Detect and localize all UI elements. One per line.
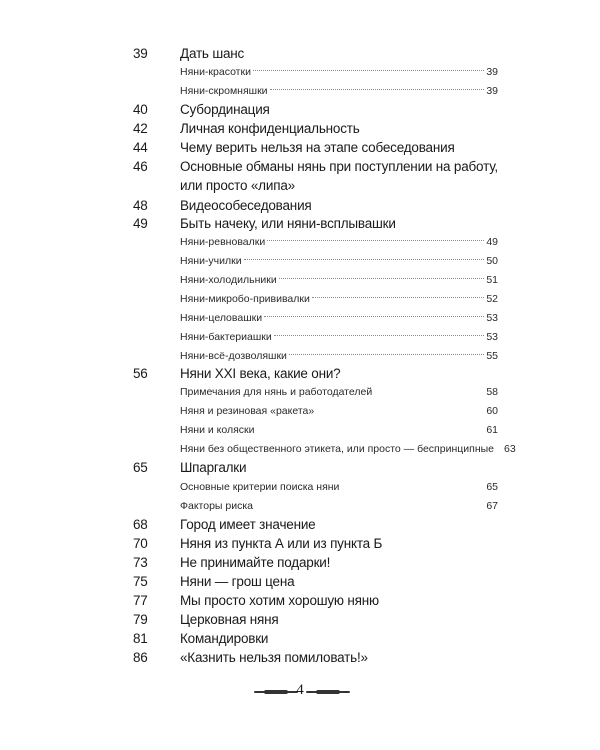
toc-entry [0, 629, 600, 649]
toc-subentry-page: 61 [486, 424, 498, 436]
toc-entry-page: 46 [133, 159, 148, 174]
toc-entry-title: Не принимайте подарки! [180, 555, 331, 570]
toc-subentry-title: Няня и резиновая «ракета» [180, 405, 315, 417]
toc-subentry-title: Факторы риска [180, 500, 253, 512]
toc-entry-title: Няня из пункта А или из пункта Б [180, 536, 383, 551]
toc-subentry-page: 63 [504, 443, 516, 455]
toc-entry-title: или просто «липа» [180, 178, 295, 193]
toc-entry [0, 553, 600, 573]
toc-entry-title: Мы просто хотим хорошую няню [180, 593, 379, 608]
toc-subentry-page: 58 [486, 386, 498, 398]
toc-entry-page: 70 [133, 536, 148, 551]
toc-subentry [180, 62, 498, 82]
toc-entry-title: Личная конфиденциальность [180, 121, 360, 136]
leader-dots [279, 278, 485, 279]
toc-subentry-title: Основные критерии поиска няни [180, 481, 340, 493]
toc-subentry-title: Няни-училки [180, 255, 242, 267]
toc-entry-page: 73 [133, 555, 148, 570]
toc-subentry-page: 65 [486, 481, 498, 493]
toc-entry-title: Дать шанс [180, 46, 245, 61]
toc-entry-page: 65 [133, 460, 148, 475]
leader-dots [289, 354, 484, 355]
toc-subentry [180, 401, 498, 421]
toc-entry [0, 515, 600, 535]
toc-subentry-page: 52 [486, 293, 498, 305]
toc-entry [0, 138, 600, 158]
toc-entry-page: 77 [133, 593, 148, 608]
leader-dots [316, 409, 484, 410]
toc-entry [0, 572, 600, 592]
toc-entry-title: Чему верить нельзя на этапе собеседования [180, 140, 455, 155]
toc-subentry [180, 439, 516, 459]
leader-dots [256, 428, 484, 429]
toc-entry-page: 75 [133, 574, 148, 589]
toc-subentry [180, 81, 498, 101]
toc-subentry-page: 67 [486, 500, 498, 512]
toc-subentry [180, 477, 498, 497]
ornament-right-icon [306, 691, 350, 693]
leader-dots [496, 447, 502, 448]
leader-dots [264, 316, 484, 317]
toc-subentry [180, 308, 498, 328]
toc-subentry-title: Няни-микробо-прививалки [180, 293, 310, 305]
toc-subentry-page: 39 [486, 66, 498, 78]
toc-entry-title: Няни XXI века, какие они? [180, 366, 341, 381]
toc-subentry-page: 49 [486, 236, 498, 248]
toc-subentry [180, 232, 498, 252]
toc-entry-title: Видеособеседования [180, 198, 312, 213]
toc-subentry-page: 55 [486, 350, 498, 362]
toc-subentry-title: Няни-целовашки [180, 312, 263, 324]
toc-entry [0, 196, 600, 216]
toc-subentry [180, 289, 498, 309]
toc-entry-title: «Казнить нельзя помиловать!» [180, 650, 368, 665]
toc-entry-title: Командировки [180, 631, 269, 646]
toc-entry-title: Няни — грош цена [180, 574, 295, 589]
toc-subentry-title: Няни-ревновалки [180, 236, 266, 248]
toc-entry [0, 100, 600, 120]
leader-dots [255, 504, 484, 505]
leader-dots [270, 89, 485, 90]
leader-dots [244, 259, 485, 260]
toc-entry-title: Основные обманы нянь при поступлении на работу, [180, 159, 498, 174]
toc-entry-title: Шпаргалки [180, 460, 247, 475]
toc-subentry-page: 51 [486, 274, 498, 286]
toc-entry [0, 364, 600, 384]
toc-entry-page: 68 [133, 517, 148, 532]
toc-entry [0, 44, 600, 64]
toc-entry-page: 49 [133, 216, 148, 231]
toc-entry-page: 86 [133, 650, 148, 665]
toc-entry-page: 81 [133, 631, 148, 646]
toc-subentry-title: Няни и коляски [180, 424, 255, 436]
leader-dots [341, 485, 484, 486]
toc-subentry [180, 496, 498, 516]
leader-dots [374, 390, 484, 391]
toc-entry [0, 157, 600, 177]
toc-subentry-title: Няни-холодильники [180, 274, 277, 286]
toc-entry [0, 458, 600, 478]
toc-entry-title: Город имеет значение [180, 517, 316, 532]
toc-entry-title: Субординация [180, 102, 270, 117]
toc-entry-title: Быть начеку, или няни-всплывашки [180, 216, 396, 231]
toc-entry-page: 40 [133, 102, 148, 117]
toc-subentry [180, 270, 498, 290]
toc-entry-page: 48 [133, 198, 148, 213]
toc-subentry-page: 39 [486, 85, 498, 97]
toc-entry-page: 42 [133, 121, 148, 136]
toc-subentry-title: Няни-красотки [180, 66, 251, 78]
toc-entry [0, 591, 600, 611]
toc-entry-continuation [0, 176, 600, 196]
toc-entry [0, 610, 600, 630]
toc-subentry-page: 50 [486, 255, 498, 267]
toc-subentry-title: Няни-всё-дозволяшки [180, 350, 287, 362]
toc-subentry-title: Примечания для нянь и работодателей [180, 386, 373, 398]
page-number: 4 [296, 682, 304, 698]
toc-subentry-page: 53 [486, 331, 498, 343]
leader-dots [312, 297, 484, 298]
toc-subentry [180, 420, 498, 440]
toc-subentry-page: 60 [486, 405, 498, 417]
toc-entry-page: 39 [133, 46, 148, 61]
toc-subentry-title: Няни-скромняшки [180, 85, 268, 97]
toc-entry [0, 119, 600, 139]
toc-entry-title: Церковная няня [180, 612, 279, 627]
toc-subentry-page: 53 [486, 312, 498, 324]
toc-entry [0, 648, 600, 668]
toc-entry [0, 534, 600, 554]
toc-subentry [180, 346, 498, 366]
ornament-left-icon [254, 691, 298, 693]
toc-subentry-title: Няни-бактериашки [180, 331, 272, 343]
leader-dots [253, 70, 484, 71]
toc-entry-page: 44 [133, 140, 148, 155]
toc-entry-page: 56 [133, 366, 148, 381]
toc-subentry [180, 251, 498, 271]
toc-entry [0, 214, 600, 234]
leader-dots [267, 240, 484, 241]
toc-subentry [180, 382, 498, 402]
toc-subentry-title: Няни без общественного этикета, или просто — беспринципные [180, 443, 495, 455]
toc-subentry [180, 327, 498, 347]
leader-dots [274, 335, 485, 336]
toc-entry-page: 79 [133, 612, 148, 627]
page-footer [0, 680, 600, 704]
